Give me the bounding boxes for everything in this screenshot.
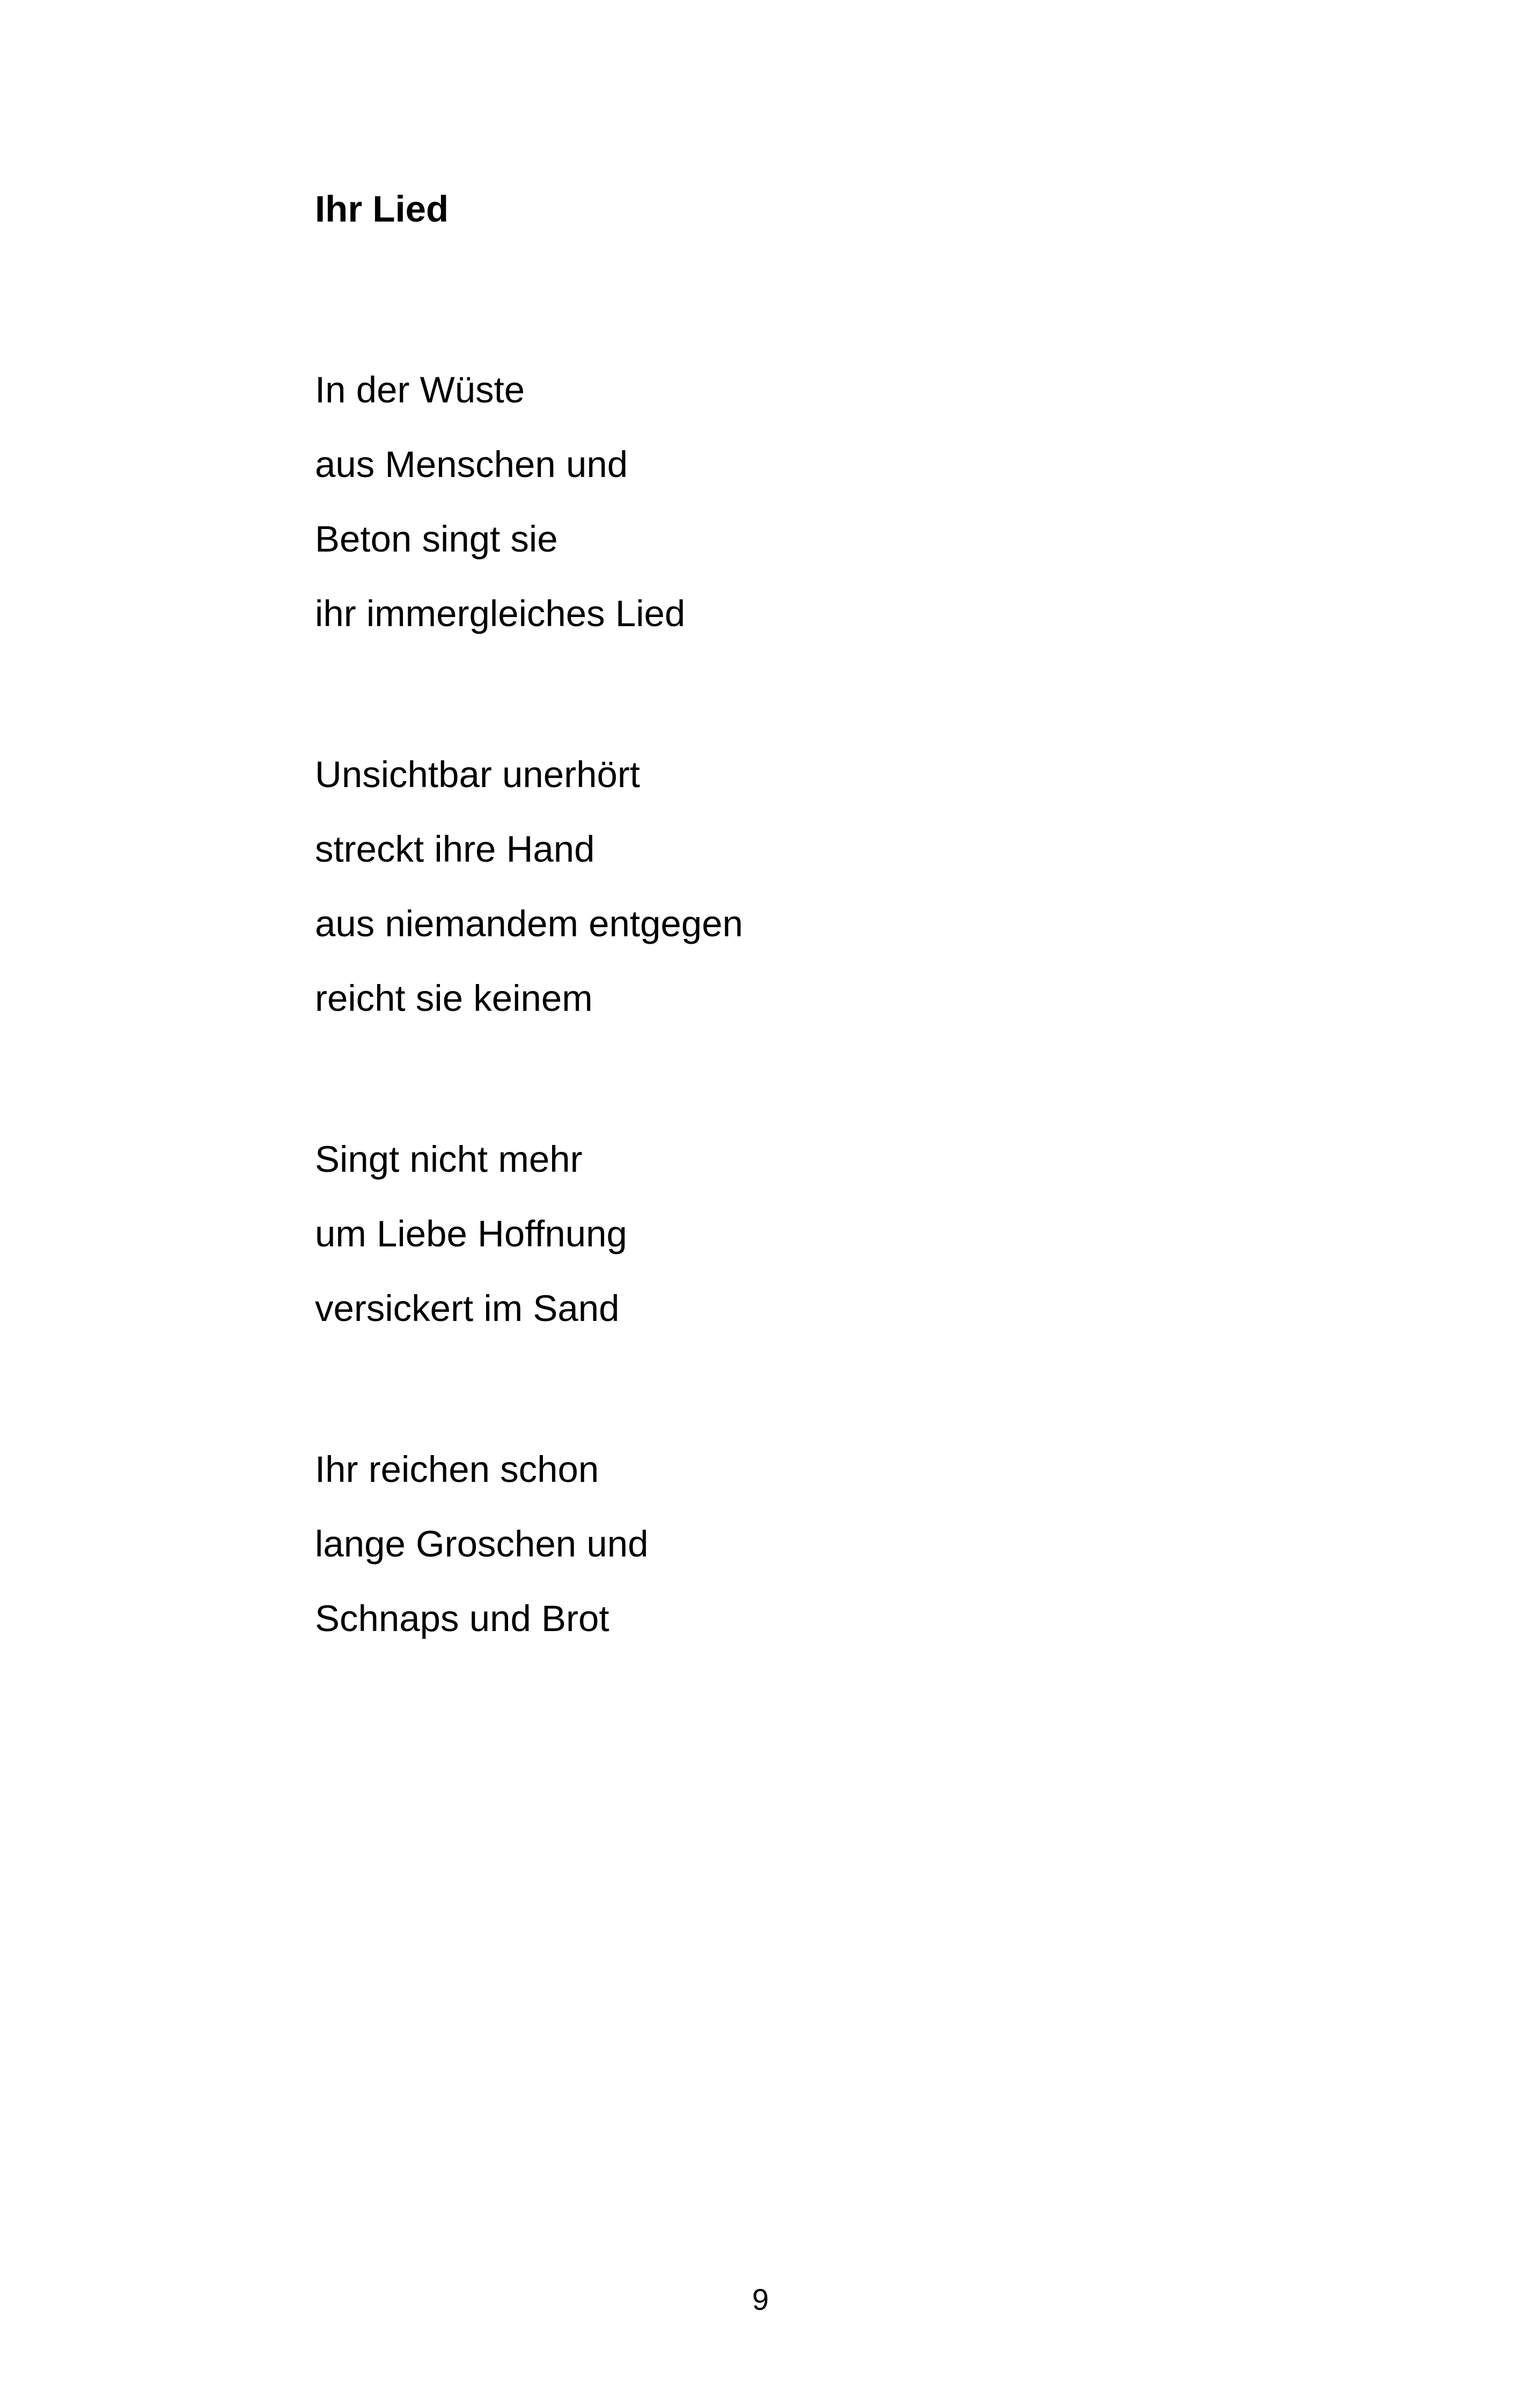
poem-line: versickert im Sand <box>315 1288 620 1329</box>
poem-line: aus Menschen und <box>315 444 628 485</box>
stanza-3 <box>315 1122 1173 1346</box>
poem-body <box>315 353 1173 1742</box>
poem-line: lange Groschen und <box>315 1523 649 1565</box>
poem-line: Unsichtbar unerhört <box>315 754 640 795</box>
poem-line: Singt nicht mehr <box>315 1139 583 1180</box>
poem-line: Beton singt sie <box>315 518 558 560</box>
poem-line: Ihr reichen schon <box>315 1449 599 1490</box>
stanza-1 <box>315 353 1173 651</box>
poem-line: streckt ihre Hand <box>315 828 595 870</box>
poem-line: reicht sie keinem <box>315 978 593 1019</box>
poem-line: In der Wüste <box>315 369 525 410</box>
poem-line: aus niemandem entgegen <box>315 903 743 944</box>
poem-title: Ihr Lied <box>315 188 449 230</box>
poem-line: ihr immergleiches Lied <box>315 593 686 634</box>
poem-line: um Liebe Hoffnung <box>315 1213 627 1254</box>
stanza-4 <box>315 1432 1173 1656</box>
poem-line: Schnaps und Brot <box>315 1598 609 1639</box>
page-number: 9 <box>752 2282 769 2316</box>
stanza-2 <box>315 737 1173 1036</box>
